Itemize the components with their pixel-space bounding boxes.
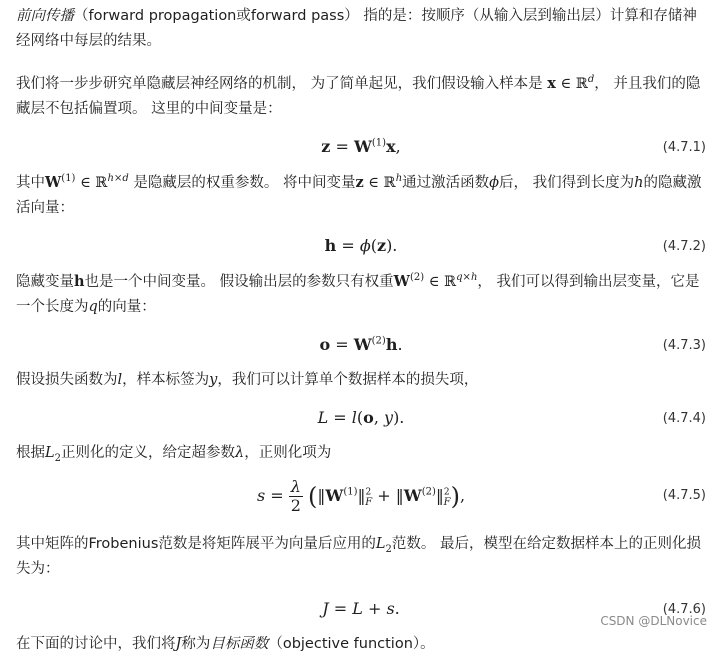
paragraph-objective: 在下面的讨论中，我们将J称为目标函数（objective function）。 [16, 636, 435, 652]
equation-number: (4.7.2) [662, 239, 706, 254]
equation-4-7-1: $z = W^{(1)}x$, (4.7.1) [321, 137, 706, 156]
equation-number: (4.7.5) [662, 488, 706, 503]
equation-4-7-2: h = ϕ(z). (4.7.2) [324, 236, 706, 255]
paragraph-mechanism: 我们将一步步研究单隐藏层神经网络的机制， 为了简单起见，我们假设输入样本是 x ∈ ℝ$^d$， 并且我们的隐藏层不包括偏置项。 这里的中间变量是： [16, 74, 701, 117]
paragraph-regularization: 根据$L_2$正则化的定义，给定超参数λ，正则化项为 [16, 445, 332, 464]
equation-4-7-6: J = L + s. (4.7.6) [322, 599, 706, 618]
paragraph-loss: 假设损失函数为l，样本标签为y，我们可以计算单个数据样本的损失项， [16, 372, 479, 388]
equation-number: (4.7.1) [662, 140, 706, 155]
paragraph-output-layer: 隐藏变量h也是一个中间变量。 假设输出层的参数只有权重$W^{(2)}$ ∈ ℝ$^{q\times h}$， 我们可以得到输出层变量，它是一个长度为q的向量： [16, 272, 700, 315]
paragraph-forward-propagation: 前向传播（forward propagation或forward pass） 指的是：按顺序（从输入层到输出层）计算和存储神经网络中每层的结果。 [16, 8, 697, 49]
paragraph-hidden-weights: 其中$W^{(1)}$ ∈ ℝ$^{h\times d}$ 是隐藏层的权重参数。 将中间变量z ∈ ℝ$^h$通过激活函数ϕ后， 我们得到长度为h的隐藏激活向量： [16, 173, 702, 216]
equation-4-7-3: $o = W^{(2)}h$. (4.7.3) [319, 335, 706, 354]
term-forward-propagation: 前向传播 [16, 8, 74, 24]
equation-number: (4.7.3) [662, 338, 706, 353]
equation-4-7-5: s = $\frac{\lambda}{2}$ ($‖W^{(1)}‖^2_F$ + $‖W^{(2)}‖^2_F$), (4.7.5) [256, 477, 706, 515]
term-objective-function: 目标函数 [210, 636, 269, 652]
equation-number: (4.7.4) [662, 411, 706, 426]
paragraph-frobenius: 其中矩阵的Frobenius范数是将矩阵展平为向量后应用的$L_2$范数。 最后，模型在给定数据样本上的正则化损失为： [16, 536, 702, 577]
equation-4-7-4: L = l(o, y). (4.7.4) [317, 408, 706, 427]
article-body [16, 0, 706, 657]
watermark: CSDN @DLNovice [600, 614, 707, 628]
equation-number: (4.7.6) [662, 602, 706, 617]
math-x-in-rd: x ∈ ℝ$^d$ [547, 74, 595, 92]
